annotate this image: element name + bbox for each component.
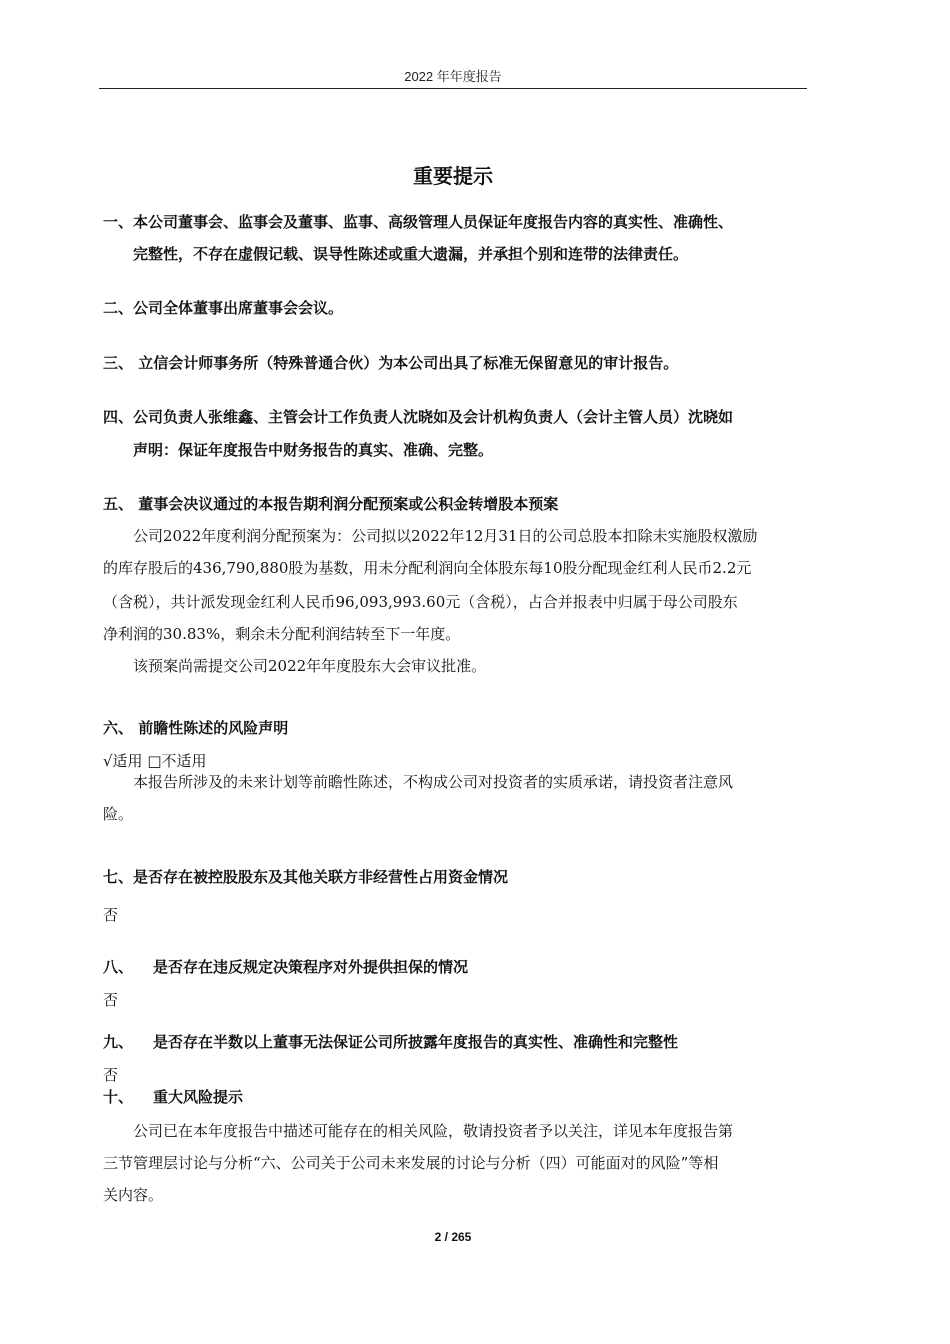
- running-header: 2022 年年度报告: [404, 69, 502, 84]
- section-5-body-line-4: 净利润的30.83%，剩余未分配利润结转至下一年度。: [103, 625, 461, 643]
- item-4-line-2: 声明：保证年度报告中财务报告的真实、准确、完整。: [133, 441, 494, 459]
- section-10-heading: 重大风险提示: [153, 1088, 244, 1106]
- section-5-body-line-3: （含税），共计派发现金红利人民币96,093,993.60元（含税），占合并报表中归属于母公司股东: [103, 593, 738, 611]
- section-10-body-line-3: 关内容。: [103, 1186, 164, 1204]
- item-3: 三、 立信会计师事务所（特殊普通合伙）为本公司出具了标准无保留意见的审计报告。: [103, 354, 679, 372]
- item-1-line-1: 一、本公司董事会、监事会及董事、监事、高级管理人员保证年度报告内容的真实性、准确性、: [103, 213, 734, 231]
- section-5-body-line-2: 的库存股后的436,790,880股为基数，用未分配利润向全体股东每10股分配现金红利人民币2.2元: [103, 559, 752, 577]
- section-7-answer: 否: [103, 906, 119, 924]
- section-10-heading-number: 十、: [103, 1088, 134, 1106]
- section-10-body-line-2: 三节管理层讨论与分析“六、公司关于公司未来发展的讨论与分析（四）可能面对的风险”等相: [103, 1154, 719, 1172]
- section-5-heading: 五、 董事会决议通过的本报告期利润分配预案或公积金转增股本预案: [103, 495, 559, 513]
- section-8-heading-number: 八、: [103, 958, 134, 976]
- item-4-line-1: 四、公司负责人张维鑫、主管会计工作负责人沈晓如及会计机构负责人（会计主管人员）沈晓如: [103, 408, 734, 426]
- section-8-answer: 否: [103, 991, 119, 1009]
- section-9-heading-number: 九、: [103, 1033, 134, 1051]
- applicability-checkbox: √适用 □不适用: [103, 752, 207, 770]
- section-6-body-line-2: 险。: [103, 805, 134, 823]
- page-title: 重要提示: [413, 164, 493, 188]
- section-7-heading: 七、是否存在被控股股东及其他关联方非经营性占用资金情况: [103, 868, 509, 886]
- section-9-heading: 是否存在半数以上董事无法保证公司所披露年度报告的真实性、准确性和完整性: [153, 1033, 679, 1051]
- section-6-body-line-1: 本报告所涉及的未来计划等前瞻性陈述，不构成公司对投资者的实质承诺，请投资者注意风: [133, 773, 734, 791]
- item-2: 二、公司全体董事出席董事会会议。: [103, 299, 344, 317]
- header-rule: [99, 88, 807, 89]
- item-1-line-2: 完整性，不存在虚假记载、误导性陈述或重大遗漏，并承担个别和连带的法律责任。: [133, 245, 689, 263]
- section-5-body-line-1: 公司2022年度利润分配预案为：公司拟以2022年12月31日的公司总股本扣除未实施股权激励: [133, 527, 758, 545]
- section-10-body-line-1: 公司已在本年度报告中描述可能存在的相关风险，敬请投资者予以关注，详见本年度报告第: [133, 1122, 734, 1140]
- page-number: 2 / 265: [434, 1230, 472, 1244]
- section-5-body-line-5: 该预案尚需提交公司2022年年度股东大会审议批准。: [133, 657, 487, 675]
- section-6-heading: 六、 前瞻性陈述的风险声明: [103, 719, 289, 737]
- section-8-heading: 是否存在违反规定决策程序对外提供担保的情况: [153, 958, 469, 976]
- section-9-answer: 否: [103, 1066, 119, 1084]
